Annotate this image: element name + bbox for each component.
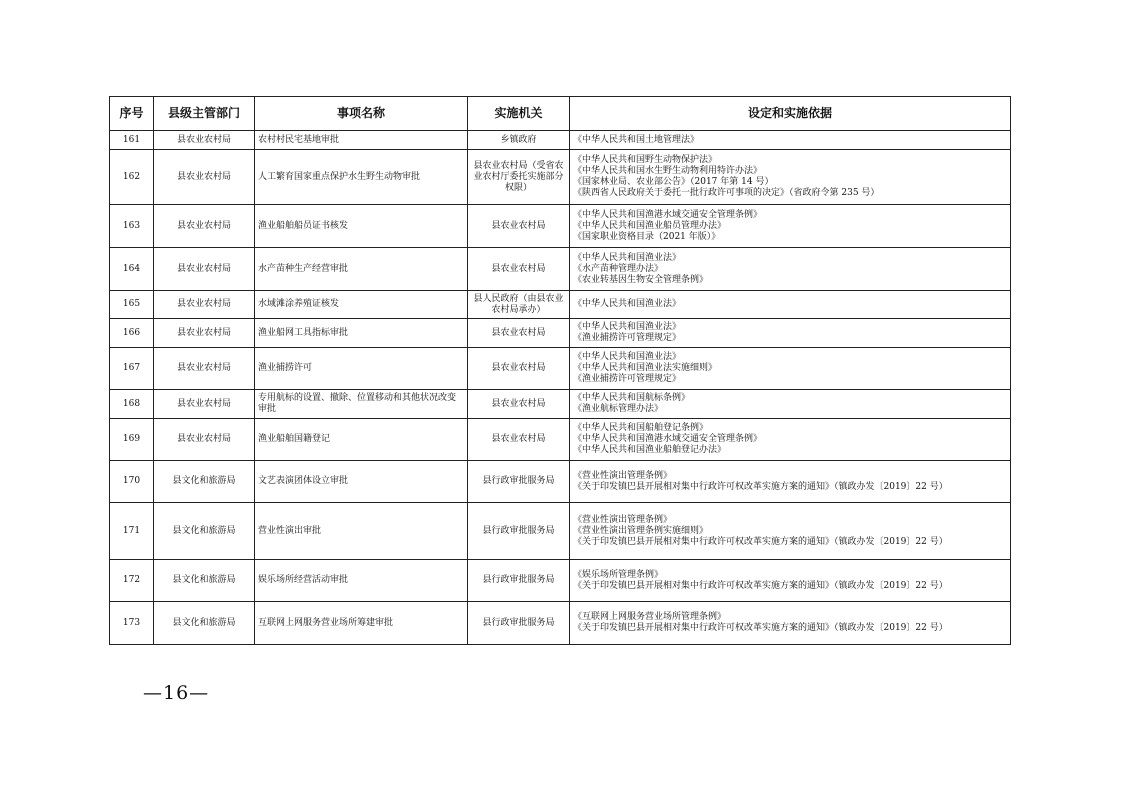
cell-item: 人工繁育国家重点保护水生野生动物审批: [255, 150, 468, 205]
cell-agency: 县人民政府（由县农业农村局承办）: [468, 291, 570, 319]
basis-line: 《国家职业资格目录（2021 年版）》: [573, 231, 721, 242]
cell-basis: [570, 205, 1011, 248]
cell-dept: 县农业农村局: [154, 205, 255, 248]
cell-basis: [570, 419, 1011, 461]
cell-agency: 县行政审批服务局: [468, 560, 570, 602]
cell-basis: [570, 150, 1011, 205]
basis-line: 《中华人民共和国渔业法实施细则》: [573, 363, 718, 373]
table-row: [110, 319, 1011, 348]
basis-line: 《陕西省人民政府关于委托一批行政许可事项的决定》（省政府令第 235 号）: [573, 188, 880, 198]
basis-line: 《关于印发镇巴县开展相对集中行政许可权改革实施方案的通知》（镇政办发〔2019〕22 号）: [573, 580, 948, 591]
cell-seq: 165: [110, 291, 154, 319]
basis-line: 《营业性演出管理条例》: [573, 514, 673, 525]
basis-line: 《中华人民共和国渔港水域交通安全管理条例》: [573, 434, 763, 444]
cell-item: 水产苗种生产经营审批: [255, 248, 468, 291]
page-number: —16—: [143, 682, 210, 704]
table-row: [110, 390, 1011, 419]
basis-line: 《娱乐场所管理条例》: [573, 569, 664, 580]
basis-line: 《渔业航标管理办法》: [573, 404, 664, 414]
cell-dept: 县农业农村局: [154, 390, 255, 419]
cell-item: 互联网上网服务营业场所筹建审批: [255, 602, 468, 645]
cell-seq: 166: [110, 319, 154, 348]
basis-line: 《中华人民共和国航标条例》: [573, 393, 691, 403]
approval-items-table-sheet: [109, 96, 1010, 645]
cell-agency: 县农业农村局: [468, 348, 570, 390]
cell-agency: 县农业农村局: [468, 319, 570, 348]
basis-line: 《关于印发镇巴县开展相对集中行政许可权改革实施方案的通知》（镇政办发〔2019〕22 号）: [573, 481, 948, 492]
header-agency: 实施机关: [468, 97, 570, 131]
cell-dept: 县文化和旅游局: [154, 461, 255, 503]
cell-dept: 县文化和旅游局: [154, 560, 255, 602]
table-row: [110, 248, 1011, 291]
header-basis: 设定和实施依据: [570, 97, 1011, 131]
table-row: [110, 419, 1011, 461]
cell-basis: [570, 602, 1011, 645]
header-item: 事项名称: [255, 97, 468, 131]
cell-dept: 县农业农村局: [154, 248, 255, 291]
table-header-row: [110, 97, 1011, 131]
basis-line: 《渔业捕捞许可管理规定》: [573, 333, 682, 343]
basis-line: 《中华人民共和国船舶登记条例》: [573, 423, 709, 433]
cell-seq: 162: [110, 150, 154, 205]
basis-line: 《中华人民共和国渔业法》: [573, 352, 682, 362]
cell-item: 营业性演出审批: [255, 503, 468, 560]
basis-line: 《互联网上网服务营业场所管理条例》: [573, 612, 727, 622]
table-row: [110, 602, 1011, 645]
cell-dept: 县文化和旅游局: [154, 602, 255, 645]
cell-dept: 县农业农村局: [154, 419, 255, 461]
cell-seq: 169: [110, 419, 154, 461]
basis-line: 《关于印发镇巴县开展相对集中行政许可权改革实施方案的通知》（镇政办发〔2019〕22 号）: [573, 623, 948, 633]
cell-agency: 县农业农村局: [468, 419, 570, 461]
basis-line: 《中华人民共和国渔港水域交通安全管理条例》: [573, 209, 763, 220]
cell-seq: 168: [110, 390, 154, 419]
cell-dept: 县文化和旅游局: [154, 503, 255, 560]
cell-dept: 县农业农村局: [154, 291, 255, 319]
cell-agency: 乡镇政府: [468, 131, 570, 150]
cell-item: 娱乐场所经营活动审批: [255, 560, 468, 602]
cell-agency: 县行政审批服务局: [468, 602, 570, 645]
cell-agency: 县农业农村局: [468, 205, 570, 248]
basis-line: 《渔业捕捞许可管理规定》: [573, 374, 682, 384]
cell-item: 水域滩涂养殖证核发: [255, 291, 468, 319]
cell-seq: 163: [110, 205, 154, 248]
basis-line: 《农业转基因生物安全管理条例》: [573, 274, 709, 285]
cell-seq: 171: [110, 503, 154, 560]
basis-line: 《中华人民共和国渔业船员管理办法》: [573, 220, 727, 231]
basis-line: 《中华人民共和国土地管理法》: [573, 134, 700, 145]
cell-basis: [570, 248, 1011, 291]
cell-dept: 县农业农村局: [154, 319, 255, 348]
basis-line: 《营业性演出管理条例》: [573, 470, 673, 481]
table-row: [110, 461, 1011, 503]
cell-seq: 170: [110, 461, 154, 503]
basis-line: 《中华人民共和国水生野生动物利用特许办法》: [573, 166, 763, 176]
cell-seq: 164: [110, 248, 154, 291]
cell-basis: [570, 319, 1011, 348]
cell-item: 渔业船网工具指标审批: [255, 319, 468, 348]
cell-item: 渔业船舶国籍登记: [255, 419, 468, 461]
basis-line: 《中华人民共和国渔业法》: [573, 252, 682, 263]
cell-basis: [570, 348, 1011, 390]
approval-items-table: [109, 96, 1011, 645]
basis-line: 《营业性演出管理条例实施细则》: [573, 525, 709, 536]
cell-basis: [570, 461, 1011, 503]
header-dept: 县级主管部门: [154, 97, 255, 131]
cell-item: 文艺表演团体设立审批: [255, 461, 468, 503]
table-row: [110, 205, 1011, 248]
basis-line: 《国家林业局、农业部公告》（2017 年第 14 号）: [573, 177, 774, 187]
table-row: [110, 560, 1011, 602]
cell-dept: 县农业农村局: [154, 348, 255, 390]
basis-line: 《关于印发镇巴县开展相对集中行政许可权改革实施方案的通知》（镇政办发〔2019〕22 号）: [573, 536, 948, 547]
cell-basis: [570, 291, 1011, 319]
cell-seq: 167: [110, 348, 154, 390]
cell-agency: 县农业农村局: [468, 248, 570, 291]
cell-agency: 县行政审批服务局: [468, 503, 570, 560]
basis-line: 《中华人民共和国渔业法》: [573, 299, 682, 309]
cell-agency: 县农业农村局（受省农业农村厅委托实施部分权限）: [468, 150, 570, 205]
cell-item: 渔业捕捞许可: [255, 348, 468, 390]
cell-basis: [570, 560, 1011, 602]
cell-item: 专用航标的设置、撤除、位置移动和其他状况改变审批: [255, 390, 468, 419]
cell-dept: 县农业农村局: [154, 150, 255, 205]
cell-agency: 县行政审批服务局: [468, 461, 570, 503]
table-row: [110, 291, 1011, 319]
cell-seq: 173: [110, 602, 154, 645]
basis-line: 《中华人民共和国渔业法》: [573, 322, 682, 332]
table-row: [110, 150, 1011, 205]
cell-basis: [570, 131, 1011, 150]
cell-seq: 172: [110, 560, 154, 602]
table-row: [110, 131, 1011, 150]
cell-item: 渔业船舶船员证书核发: [255, 205, 468, 248]
cell-dept: 县农业农村局: [154, 131, 255, 150]
cell-basis: [570, 390, 1011, 419]
table-row: [110, 503, 1011, 560]
basis-line: 《水产苗种管理办法》: [573, 263, 664, 274]
basis-line: 《中华人民共和国野生动物保护法》: [573, 155, 718, 165]
cell-agency: 县农业农村局: [468, 390, 570, 419]
cell-basis: [570, 503, 1011, 560]
cell-item: 农村村民宅基地审批: [255, 131, 468, 150]
cell-seq: 161: [110, 131, 154, 150]
header-seq: 序号: [110, 97, 154, 131]
table-row: [110, 348, 1011, 390]
basis-line: 《中华人民共和国渔业船舶登记办法》: [573, 445, 727, 455]
